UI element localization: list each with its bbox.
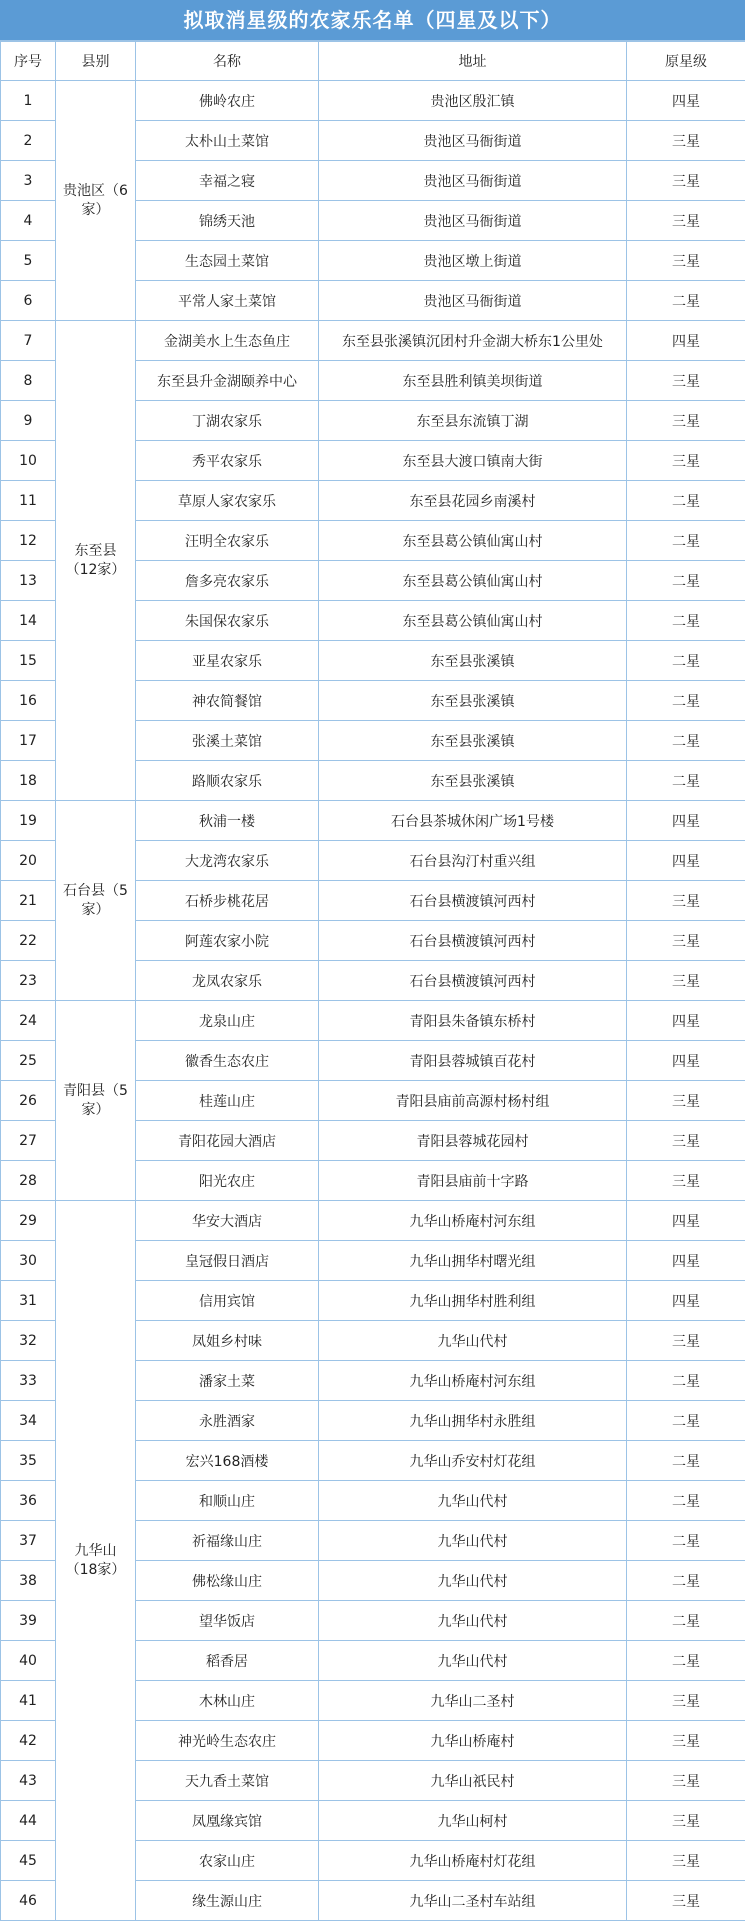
farmstay-address: 东至县葛公镇仙寓山村: [319, 521, 627, 561]
original-star-rating: 二星: [627, 481, 745, 521]
header-address: 地址: [319, 42, 627, 81]
original-star-rating: 三星: [627, 441, 745, 481]
farmstay-address: 贵池区殷汇镇: [319, 81, 627, 121]
farmstay-address: 九华山桥庵村河东组: [319, 1361, 627, 1401]
row-index: 39: [1, 1601, 56, 1641]
row-index: 31: [1, 1281, 56, 1321]
row-index: 26: [1, 1081, 56, 1121]
farmstay-address: 东至县东流镇丁湖: [319, 401, 627, 441]
farmstay-address: 石台县横渡镇河西村: [319, 881, 627, 921]
farmstay-name: 张溪土菜馆: [136, 721, 319, 761]
original-star-rating: 二星: [627, 721, 745, 761]
farmstay-address: 九华山二圣村车站组: [319, 1881, 627, 1921]
farmstay-address: 九华山拥华村曙光组: [319, 1241, 627, 1281]
row-index: 25: [1, 1041, 56, 1081]
original-star-rating: 四星: [627, 1041, 745, 1081]
row-index: 8: [1, 361, 56, 401]
farmstay-address: 东至县张溪镇: [319, 721, 627, 761]
farmstay-name: 徽香生态农庄: [136, 1041, 319, 1081]
farmstay-table: [0, 41, 745, 1921]
farmstay-address: 石台县横渡镇河西村: [319, 961, 627, 1001]
original-star-rating: 三星: [627, 921, 745, 961]
header-county: 县别: [56, 42, 136, 81]
original-star-rating: 四星: [627, 841, 745, 881]
farmstay-name: 神农简餐馆: [136, 681, 319, 721]
farmstay-address: 青阳县蓉城镇百花村: [319, 1041, 627, 1081]
row-index: 20: [1, 841, 56, 881]
table-body: [1, 81, 745, 1921]
farmstay-address: 贵池区墩上街道: [319, 241, 627, 281]
farmstay-name: 望华饭店: [136, 1601, 319, 1641]
farmstay-name: 木林山庄: [136, 1681, 319, 1721]
farmstay-address: 青阳县蓉城花园村: [319, 1121, 627, 1161]
farmstay-name: 东至县升金湖颐养中心: [136, 361, 319, 401]
farmstay-name: 信用宾馆: [136, 1281, 319, 1321]
row-index: 9: [1, 401, 56, 441]
original-star-rating: 三星: [627, 201, 745, 241]
original-star-rating: 三星: [627, 1121, 745, 1161]
farmstay-name: 朱国保农家乐: [136, 601, 319, 641]
farmstay-name: 大龙湾农家乐: [136, 841, 319, 881]
farmstay-name: 丁湖农家乐: [136, 401, 319, 441]
original-star-rating: 三星: [627, 1841, 745, 1881]
row-index: 6: [1, 281, 56, 321]
farmstay-name: 缘生源山庄: [136, 1881, 319, 1921]
farmstay-name: 凤姐乡村味: [136, 1321, 319, 1361]
original-star-rating: 二星: [627, 1401, 745, 1441]
row-index: 29: [1, 1201, 56, 1241]
farmstay-name: 和顺山庄: [136, 1481, 319, 1521]
original-star-rating: 三星: [627, 1761, 745, 1801]
farmstay-name: 阿莲农家小院: [136, 921, 319, 961]
farmstay-name: 草原人家农家乐: [136, 481, 319, 521]
county-cell: 东至县（12家）: [56, 321, 136, 801]
farmstay-address: 九华山桥庵村灯花组: [319, 1841, 627, 1881]
table-row: [1, 801, 745, 841]
row-index: 35: [1, 1441, 56, 1481]
original-star-rating: 三星: [627, 1881, 745, 1921]
row-index: 30: [1, 1241, 56, 1281]
farmstay-address: 贵池区马衙街道: [319, 281, 627, 321]
header-star-rating: 原星级: [627, 42, 745, 81]
farmstay-name: 天九香土菜馆: [136, 1761, 319, 1801]
farmstay-address: 贵池区马衙街道: [319, 161, 627, 201]
row-index: 37: [1, 1521, 56, 1561]
row-index: 10: [1, 441, 56, 481]
original-star-rating: 二星: [627, 561, 745, 601]
row-index: 44: [1, 1801, 56, 1841]
farmstay-name: 潘家土菜: [136, 1361, 319, 1401]
original-star-rating: 三星: [627, 161, 745, 201]
farmstay-address: 东至县花园乡南溪村: [319, 481, 627, 521]
row-index: 21: [1, 881, 56, 921]
row-index: 46: [1, 1881, 56, 1921]
county-cell: 贵池区（6家）: [56, 81, 136, 321]
farmstay-name: 詹多亮农家乐: [136, 561, 319, 601]
original-star-rating: 四星: [627, 1281, 745, 1321]
row-index: 40: [1, 1641, 56, 1681]
original-star-rating: 二星: [627, 641, 745, 681]
farmstay-name: 汪明全农家乐: [136, 521, 319, 561]
farmstay-address: 九华山代村: [319, 1601, 627, 1641]
farmstay-address: 东至县葛公镇仙寓山村: [319, 601, 627, 641]
row-index: 17: [1, 721, 56, 761]
row-index: 16: [1, 681, 56, 721]
original-star-rating: 三星: [627, 1161, 745, 1201]
farmstay-name: 皇冠假日酒店: [136, 1241, 319, 1281]
farmstay-name: 秋浦一楼: [136, 801, 319, 841]
farmstay-address: 东至县张溪镇沉团村升金湖大桥东1公里处: [319, 321, 627, 361]
farmstay-name: 佛岭农庄: [136, 81, 319, 121]
farmstay-address: 九华山代村: [319, 1561, 627, 1601]
row-index: 45: [1, 1841, 56, 1881]
farmstay-address: 青阳县庙前高源村杨村组: [319, 1081, 627, 1121]
farmstay-address: 东至县张溪镇: [319, 681, 627, 721]
row-index: 5: [1, 241, 56, 281]
farmstay-name: 阳光农庄: [136, 1161, 319, 1201]
farmstay-name: 神光岭生态农庄: [136, 1721, 319, 1761]
original-star-rating: 三星: [627, 961, 745, 1001]
row-index: 38: [1, 1561, 56, 1601]
farmstay-address: 九华山桥庵村: [319, 1721, 627, 1761]
original-star-rating: 三星: [627, 1321, 745, 1361]
farmstay-address: 东至县张溪镇: [319, 641, 627, 681]
farmstay-address: 九华山柯村: [319, 1801, 627, 1841]
farmstay-address: 石台县茶城休闲广场1号楼: [319, 801, 627, 841]
farmstay-address: 九华山桥庵村河东组: [319, 1201, 627, 1241]
farmstay-address: 九华山代村: [319, 1641, 627, 1681]
row-index: 4: [1, 201, 56, 241]
original-star-rating: 二星: [627, 1521, 745, 1561]
row-index: 32: [1, 1321, 56, 1361]
table-row: [1, 321, 745, 361]
farmstay-address: 贵池区马衙街道: [319, 121, 627, 161]
original-star-rating: 三星: [627, 1681, 745, 1721]
row-index: 7: [1, 321, 56, 361]
farmstay-address: 九华山代村: [319, 1321, 627, 1361]
original-star-rating: 二星: [627, 521, 745, 561]
farmstay-name: 亚星农家乐: [136, 641, 319, 681]
original-star-rating: 二星: [627, 1361, 745, 1401]
farmstay-name: 路顺农家乐: [136, 761, 319, 801]
county-cell: 九华山（18家）: [56, 1201, 136, 1921]
row-index: 22: [1, 921, 56, 961]
farmstay-name: 华安大酒店: [136, 1201, 319, 1241]
original-star-rating: 四星: [627, 1201, 745, 1241]
farmstay-address: 九华山二圣村: [319, 1681, 627, 1721]
original-star-rating: 二星: [627, 601, 745, 641]
farmstay-address: 九华山乔安村灯花组: [319, 1441, 627, 1481]
farmstay-name: 龙泉山庄: [136, 1001, 319, 1041]
farmstay-name: 太朴山土菜馆: [136, 121, 319, 161]
county-cell: 石台县（5家）: [56, 801, 136, 1001]
row-index: 41: [1, 1681, 56, 1721]
farmstay-address: 石台县沟汀村重兴组: [319, 841, 627, 881]
farmstay-name: 凤凰缘宾馆: [136, 1801, 319, 1841]
farmstay-name: 锦绣天池: [136, 201, 319, 241]
farmstay-name: 农家山庄: [136, 1841, 319, 1881]
original-star-rating: 二星: [627, 761, 745, 801]
original-star-rating: 三星: [627, 241, 745, 281]
row-index: 33: [1, 1361, 56, 1401]
farmstay-address: 东至县胜利镇美坝街道: [319, 361, 627, 401]
original-star-rating: 三星: [627, 1801, 745, 1841]
farmstay-address: 九华山代村: [319, 1521, 627, 1561]
farmstay-name: 秀平农家乐: [136, 441, 319, 481]
farmstay-name: 祈福缘山庄: [136, 1521, 319, 1561]
farmstay-name: 永胜酒家: [136, 1401, 319, 1441]
original-star-rating: 二星: [627, 1561, 745, 1601]
original-star-rating: 二星: [627, 1441, 745, 1481]
county-cell: 青阳县（5家）: [56, 1001, 136, 1201]
original-star-rating: 三星: [627, 1081, 745, 1121]
header-row: [1, 42, 745, 81]
original-star-rating: 四星: [627, 1241, 745, 1281]
farmstay-name: 青阳花园大酒店: [136, 1121, 319, 1161]
farmstay-address: 青阳县朱备镇东桥村: [319, 1001, 627, 1041]
farmstay-address: 九华山拥华村胜利组: [319, 1281, 627, 1321]
original-star-rating: 二星: [627, 1641, 745, 1681]
original-star-rating: 四星: [627, 1001, 745, 1041]
row-index: 27: [1, 1121, 56, 1161]
farmstay-name: 龙凤农家乐: [136, 961, 319, 1001]
original-star-rating: 四星: [627, 801, 745, 841]
farmstay-address: 青阳县庙前十字路: [319, 1161, 627, 1201]
farmstay-name: 平常人家土菜馆: [136, 281, 319, 321]
farmstay-name: 桂莲山庄: [136, 1081, 319, 1121]
farmstay-address: 石台县横渡镇河西村: [319, 921, 627, 961]
row-index: 15: [1, 641, 56, 681]
original-star-rating: 三星: [627, 1721, 745, 1761]
row-index: 3: [1, 161, 56, 201]
row-index: 2: [1, 121, 56, 161]
table-title: 拟取消星级的农家乐名单（四星及以下）: [0, 0, 745, 41]
original-star-rating: 二星: [627, 1601, 745, 1641]
original-star-rating: 四星: [627, 81, 745, 121]
farmstay-name: 幸福之寝: [136, 161, 319, 201]
row-index: 13: [1, 561, 56, 601]
row-index: 28: [1, 1161, 56, 1201]
row-index: 11: [1, 481, 56, 521]
row-index: 24: [1, 1001, 56, 1041]
original-star-rating: 二星: [627, 1481, 745, 1521]
original-star-rating: 二星: [627, 281, 745, 321]
farmstay-address: 九华山祇民村: [319, 1761, 627, 1801]
table-row: [1, 81, 745, 121]
farmstay-address: 东至县大渡口镇南大街: [319, 441, 627, 481]
original-star-rating: 三星: [627, 881, 745, 921]
original-star-rating: 二星: [627, 681, 745, 721]
row-index: 14: [1, 601, 56, 641]
row-index: 18: [1, 761, 56, 801]
farmstay-name: 生态园土菜馆: [136, 241, 319, 281]
row-index: 36: [1, 1481, 56, 1521]
header-index: 序号: [1, 42, 56, 81]
farmstay-name: 佛松缘山庄: [136, 1561, 319, 1601]
farmstay-address: 贵池区马衙街道: [319, 201, 627, 241]
row-index: 43: [1, 1761, 56, 1801]
farmstay-address: 东至县葛公镇仙寓山村: [319, 561, 627, 601]
original-star-rating: 四星: [627, 321, 745, 361]
header-name: 名称: [136, 42, 319, 81]
row-index: 1: [1, 81, 56, 121]
original-star-rating: 三星: [627, 121, 745, 161]
row-index: 12: [1, 521, 56, 561]
table-row: [1, 1201, 745, 1241]
farmstay-name: 宏兴168酒楼: [136, 1441, 319, 1481]
farmstay-name: 金湖美水上生态鱼庄: [136, 321, 319, 361]
row-index: 23: [1, 961, 56, 1001]
farmstay-name: 稻香居: [136, 1641, 319, 1681]
original-star-rating: 三星: [627, 361, 745, 401]
row-index: 19: [1, 801, 56, 841]
table-row: [1, 1001, 745, 1041]
row-index: 34: [1, 1401, 56, 1441]
original-star-rating: 三星: [627, 401, 745, 441]
farmstay-name: 石桥步桃花居: [136, 881, 319, 921]
farmstay-address: 东至县张溪镇: [319, 761, 627, 801]
row-index: 42: [1, 1721, 56, 1761]
farmstay-address: 九华山代村: [319, 1481, 627, 1521]
farmstay-address: 九华山拥华村永胜组: [319, 1401, 627, 1441]
